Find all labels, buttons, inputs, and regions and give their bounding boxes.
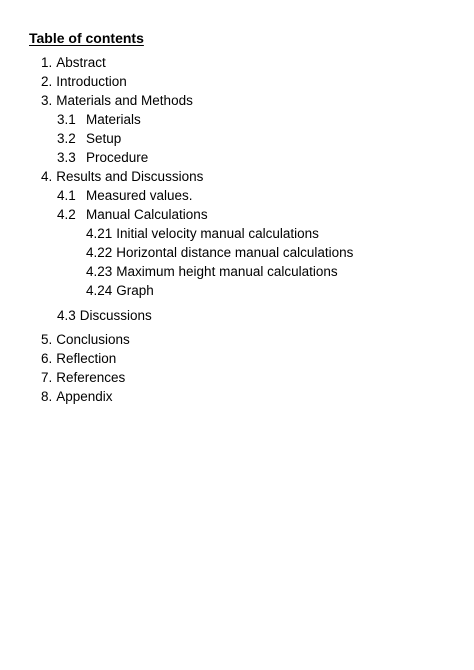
toc-entry-label: Measured values. <box>86 188 193 203</box>
toc-entry-number: 4.1 <box>57 188 76 203</box>
toc-entry-label: Discussions <box>79 308 152 323</box>
toc-entry-number: 4. <box>41 169 53 184</box>
toc-entry-label: Procedure <box>86 150 149 165</box>
toc-entry-number: 1. <box>41 55 53 70</box>
toc-entry-label: Horizontal distance manual calculations <box>116 245 354 260</box>
toc-entry-label: Introduction <box>56 74 127 89</box>
toc-entry-label: Materials <box>86 112 141 127</box>
toc-entry-measured-values <box>57 187 193 205</box>
toc-entry-label: Maximum height manual calculations <box>116 264 338 279</box>
toc-entry-number: 4.2 <box>57 207 76 222</box>
toc-entry-label: Conclusions <box>56 332 130 347</box>
toc-entry-label: Manual Calculations <box>86 207 208 222</box>
toc-entry-label: Abstract <box>56 55 106 70</box>
toc-entry-setup <box>57 130 121 148</box>
toc-entry-references <box>41 369 125 387</box>
toc-entry-label: Setup <box>86 131 122 146</box>
toc-entry-number: 3.3 <box>57 150 76 165</box>
toc-entry-label: Initial velocity manual calculations <box>116 226 319 241</box>
toc-entry-number: 4.24 <box>86 283 113 298</box>
toc-entry-horizontal-distance <box>86 244 353 262</box>
toc-entry-abstract <box>41 54 106 72</box>
toc-entry-graph <box>86 282 154 300</box>
toc-entry-label: Reflection <box>56 351 117 366</box>
toc-entry-label: Results and Discussions <box>56 169 204 184</box>
toc-entry-reflection <box>41 350 116 368</box>
toc-entry-maximum-height <box>86 263 338 281</box>
toc-entry-introduction <box>41 73 127 91</box>
toc-entry-materials-and-methods <box>41 92 193 110</box>
toc-entry-procedure <box>57 149 148 167</box>
toc-entry-manual-calculations <box>57 206 208 224</box>
toc-entry-discussions <box>57 307 152 325</box>
toc-entry-label: References <box>56 370 126 385</box>
toc-entry-number: 6. <box>41 351 53 366</box>
toc-entry-number: 8. <box>41 389 53 404</box>
toc-title: Table of contents <box>29 30 144 46</box>
toc-entry-label: Appendix <box>56 389 113 404</box>
toc-entry-materials <box>57 111 141 129</box>
toc-entry-number: 4.23 <box>86 264 113 279</box>
toc-entry-number: 5. <box>41 332 53 347</box>
toc-entry-conclusions <box>41 331 130 349</box>
toc-entry-number: 2. <box>41 74 53 89</box>
toc-entry-label: Graph <box>116 283 154 298</box>
toc-entry-number: 3.1 <box>57 112 76 127</box>
toc-entry-number: 7. <box>41 370 53 385</box>
toc-entry-number: 4.22 <box>86 245 113 260</box>
toc-entry-number: 3. <box>41 93 53 108</box>
toc-entry-results-and-discussions <box>41 168 203 186</box>
toc-entry-number: 3.2 <box>57 131 76 146</box>
toc-entry-number: 4.21 <box>86 226 113 241</box>
toc-entry-appendix <box>41 388 113 406</box>
toc-entry-number: 4.3 <box>57 308 76 323</box>
toc-entry-label: Materials and Methods <box>56 93 193 108</box>
toc-entry-initial-velocity <box>86 225 319 243</box>
